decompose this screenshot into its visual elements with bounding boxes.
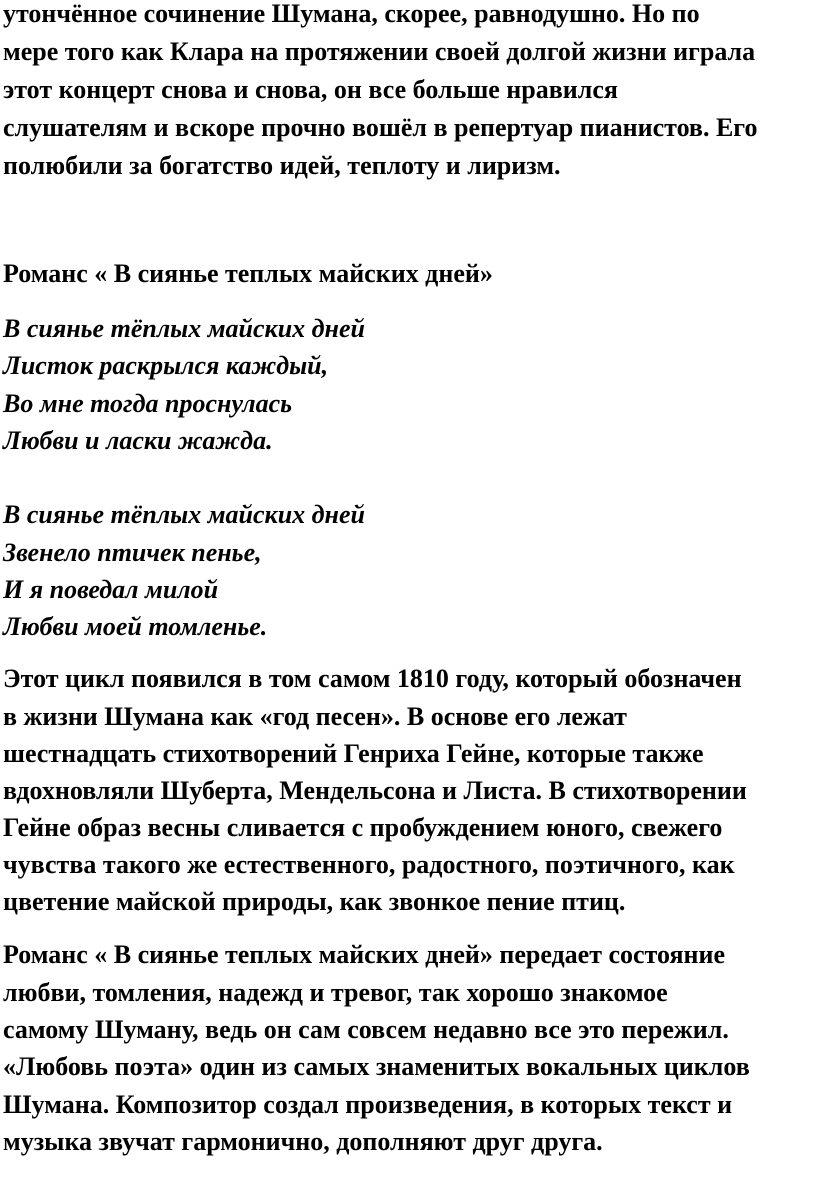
paragraph-2-line: чувства такого же естественного, радостного, поэтичного, как — [3, 850, 735, 879]
paragraph-3-line: Шумана. Композитор создал произведения, в которых текст и — [3, 1090, 733, 1119]
paragraph-1-line: мере того как Клара на протяжении своей долгой жизни играла — [3, 37, 756, 66]
paragraph-2-line: в жизни Шумана как «год песен». В основе его лежат — [3, 702, 627, 731]
stanza-1-line: Любви и ласки жажда. — [3, 426, 273, 455]
paragraph-1-line: полюбили за богатство идей, теплоту и лиризм. — [3, 151, 561, 180]
paragraph-2-line: вдохновляли Шуберта, Мендельсона и Листа. В стихотворении — [3, 776, 747, 805]
paragraph-1-line: утончённое сочинение Шумана, скорее, равнодушно. Но по — [3, 0, 700, 28]
stanza-2-line: В сиянье тёплых майских дней — [3, 500, 365, 529]
paragraph-2-line: Гейне образ весны сливается с пробуждением юного, свежего — [3, 813, 723, 842]
romance-heading: Романс « В сиянье теплых майских дней» — [3, 259, 493, 288]
paragraph-3-line: самому Шуману, ведь он сам совсем недавно все это пережил. — [3, 1015, 729, 1044]
stanza-1-line: В сиянье тёплых майских дней — [3, 314, 365, 343]
paragraph-3-line: любви, томления, надежд и тревог, так хорошо знакомое — [3, 978, 668, 1007]
paragraph-1-line: слушателям и вскоре прочно вошёл в репертуар пианистов. Его — [3, 113, 758, 142]
paragraph-1-line: этот концерт снова и снова, он все больше нравился — [3, 75, 618, 104]
stanza-1-line: Во мне тогда проснулась — [3, 389, 293, 418]
paragraph-2-line: цветение майской природы, как звонкое пение птиц. — [3, 887, 626, 916]
paragraph-3-line: «Любовь поэта» один из самых знаменитых вокальных циклов — [3, 1052, 750, 1081]
paragraph-2-line: шестнадцать стихотворений Генриха Гейне, которые также — [3, 739, 704, 768]
paragraph-3-line: Романс « В сиянье теплых майских дней» передает состояние — [3, 940, 726, 969]
stanza-1-line: Листок раскрылся каждый, — [3, 351, 329, 380]
paragraph-3-line: музыка звучат гармонично, дополняют друг друга. — [3, 1127, 603, 1156]
paragraph-2-line: Этот цикл появился в том самом 1810 году, который обозначен — [3, 664, 742, 693]
stanza-2-line: И я поведал милой — [3, 575, 219, 604]
stanza-2-line: Любви моей томленье. — [3, 612, 268, 641]
stanza-2-line: Звенело птичек пенье, — [3, 538, 262, 567]
